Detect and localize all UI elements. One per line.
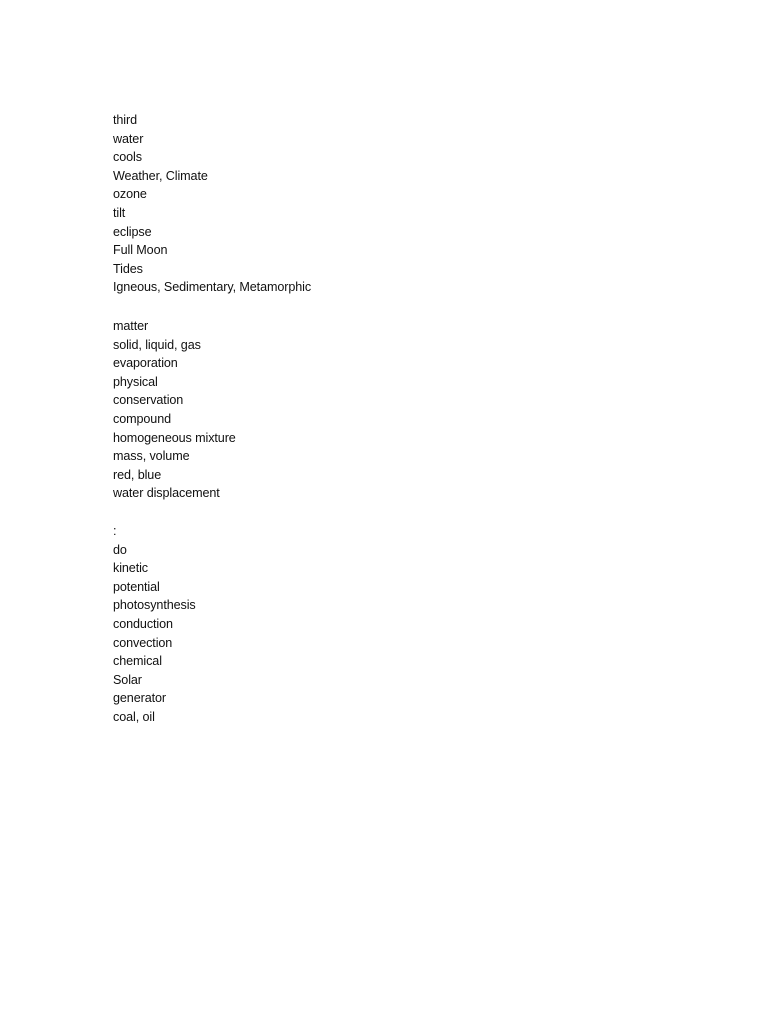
- answer-line: do: [113, 542, 127, 557]
- answer-line: :: [113, 524, 117, 538]
- answer-line: convection: [113, 635, 173, 650]
- answer-line: eclipse: [113, 224, 152, 239]
- answer-line: water: [113, 131, 144, 146]
- answer-line: conduction: [113, 616, 173, 631]
- answer-line: chemical: [113, 654, 162, 669]
- answer-line: third: [113, 113, 137, 127]
- answer-line: tilt: [113, 205, 126, 220]
- answer-line: evaporation: [113, 356, 178, 371]
- answer-line: compound: [113, 411, 172, 426]
- answer-line: mass, volume: [113, 449, 190, 464]
- answer-line: Igneous, Sedimentary, Metamorphic: [113, 280, 312, 295]
- answer-line: photosynthesis: [113, 598, 196, 613]
- answer-line: kinetic: [113, 561, 148, 576]
- answer-line: Full Moon: [113, 243, 168, 258]
- answer-line: homogeneous mixture: [113, 430, 236, 445]
- answer-line: conservation: [113, 393, 184, 408]
- answer-line: potential: [113, 579, 160, 594]
- answer-line: Tides: [113, 261, 143, 276]
- answer-line: Weather, Climate: [113, 168, 208, 183]
- answer-line: cools: [113, 150, 142, 165]
- answer-line: matter: [113, 319, 149, 333]
- answer-line: generator: [113, 691, 167, 706]
- answer-line: ozone: [113, 187, 147, 202]
- answer-line: red, blue: [113, 467, 162, 482]
- answer-line: Solar: [113, 672, 142, 687]
- answer-line: coal, oil: [113, 709, 155, 724]
- answer-block-3: [113, 522, 673, 727]
- answer-line: physical: [113, 374, 158, 389]
- answer-block-2: [113, 317, 673, 503]
- answer-line: water displacement: [113, 486, 220, 501]
- answer-block-1: [113, 111, 673, 297]
- answer-line: solid, liquid, gas: [113, 337, 201, 352]
